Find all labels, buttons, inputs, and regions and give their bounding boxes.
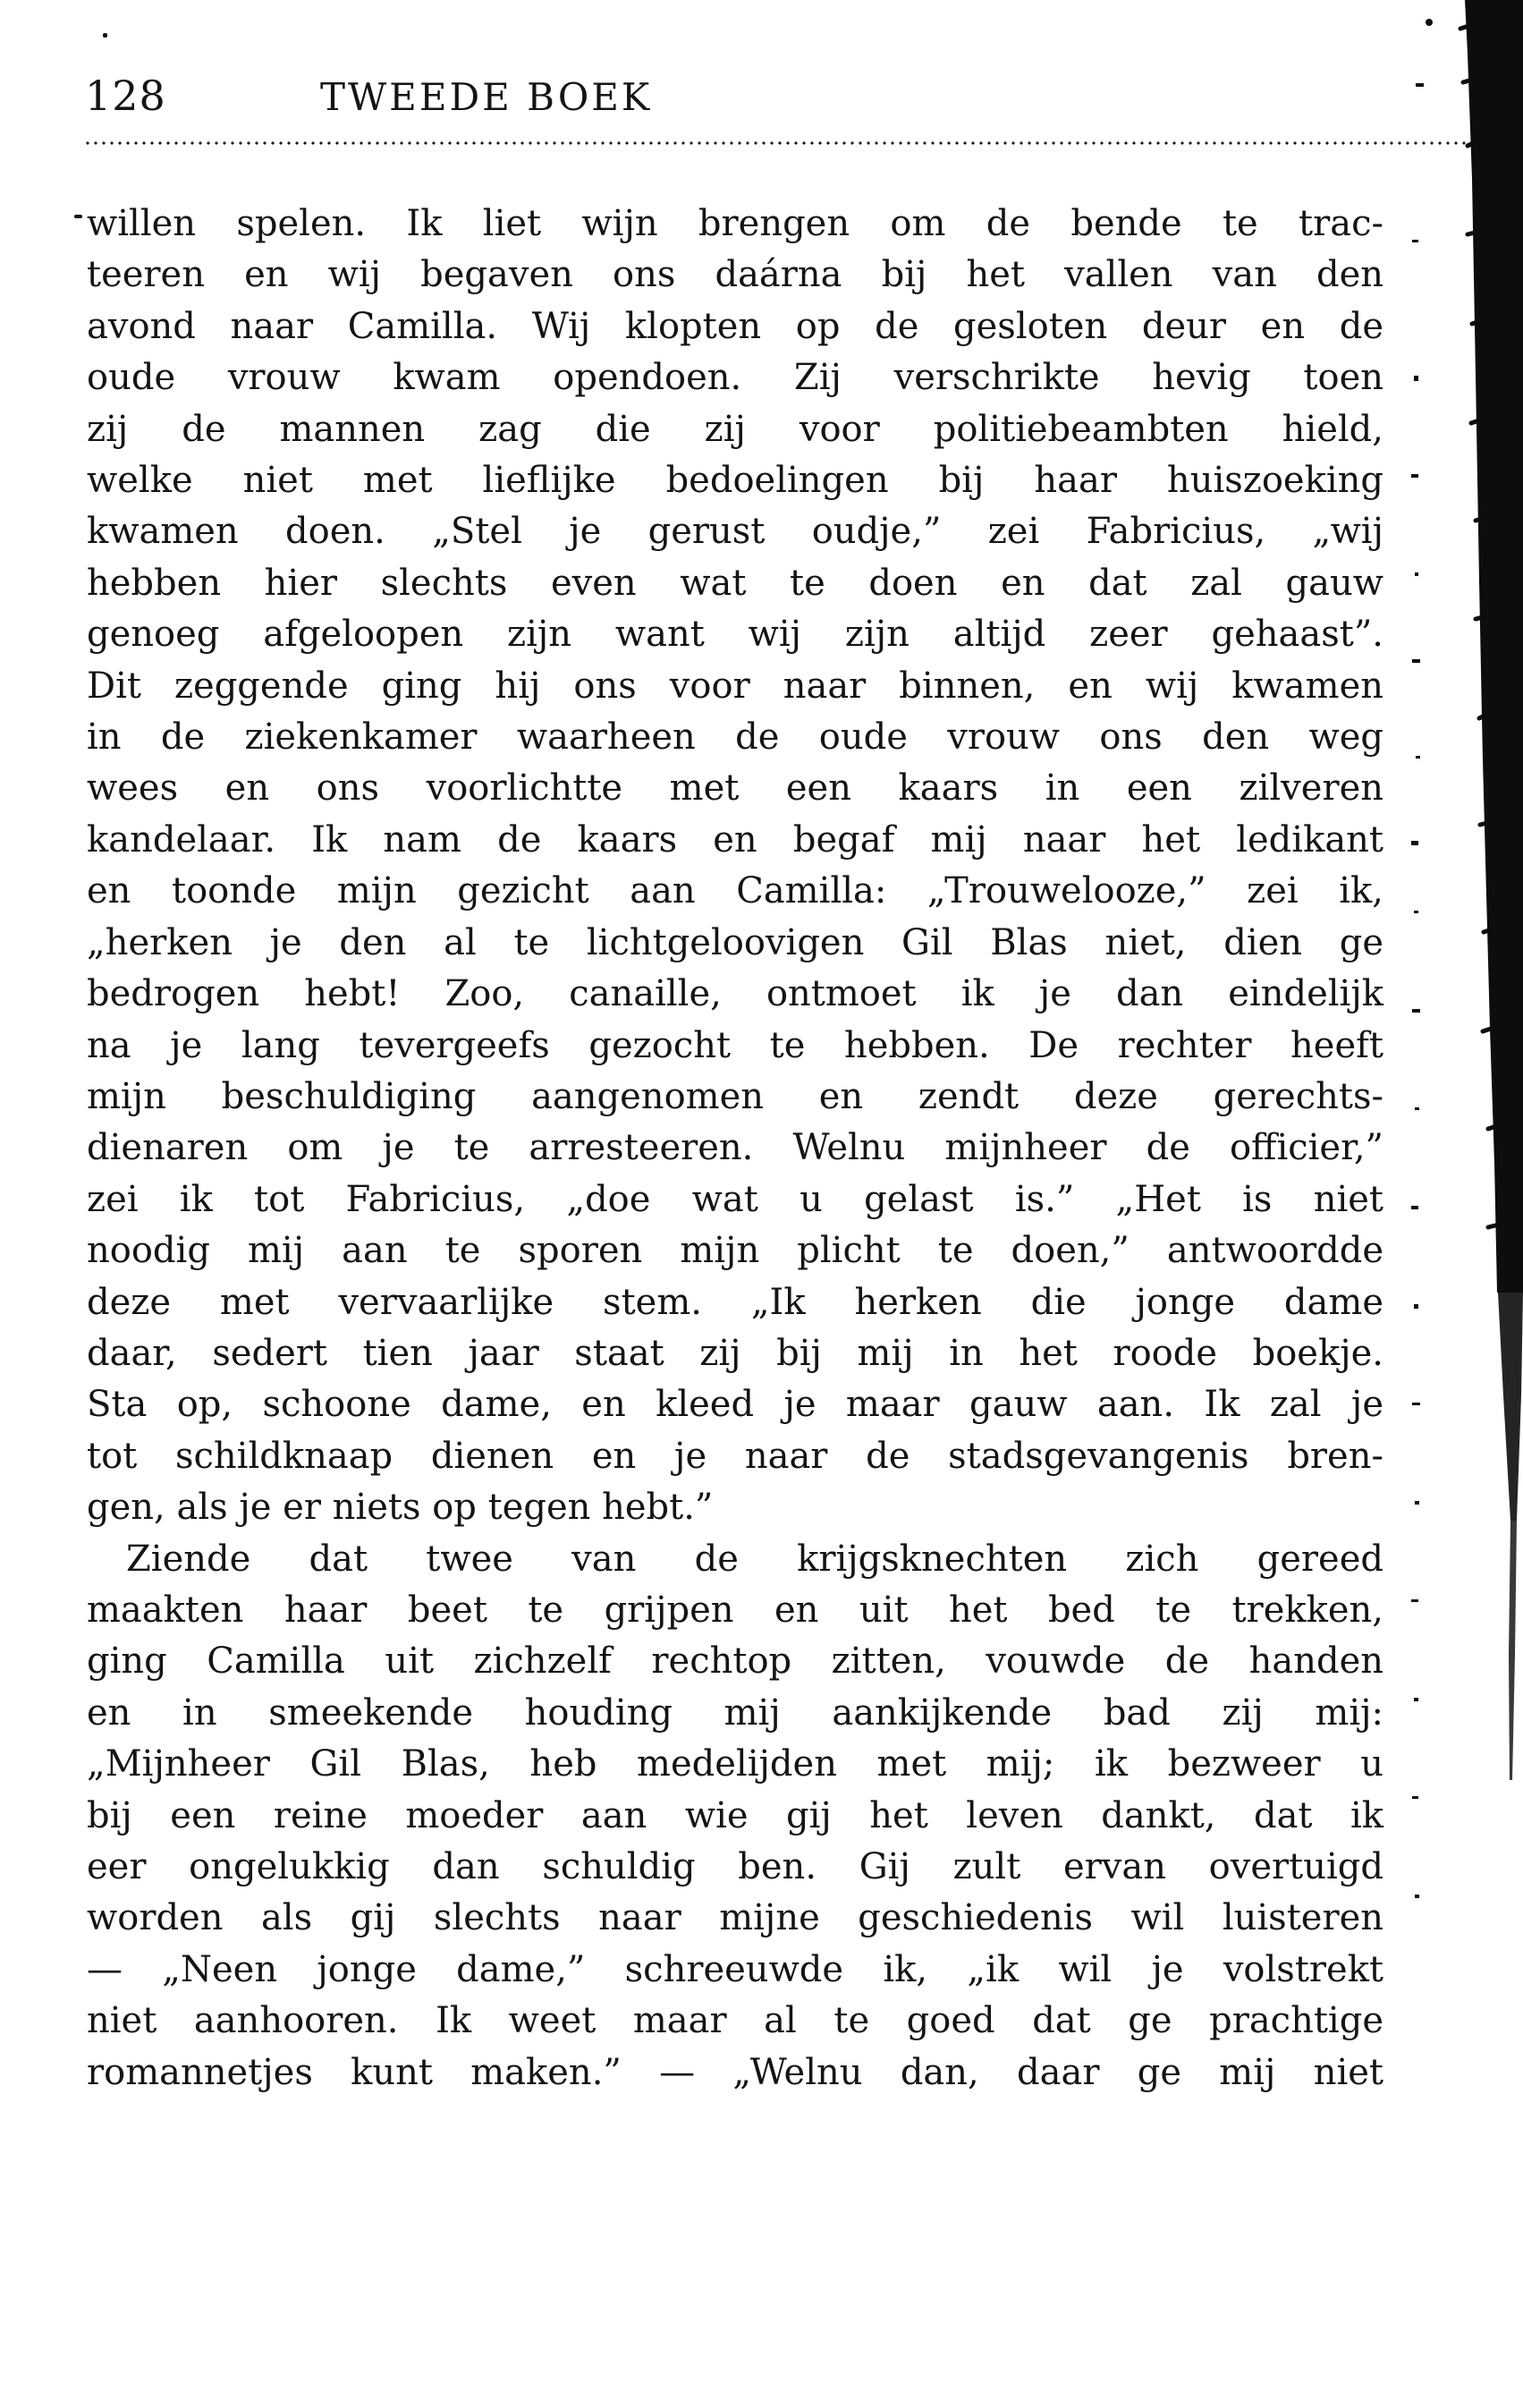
text-line: in de ziekenkamer waarheen de oude vrouw ons den weg — [87, 716, 1383, 759]
text-line: eer ongelukkig dan schuldig ben. Gij zult ervan overtuigd — [87, 1846, 1383, 1887]
scan-artifact-right-band — [1398, 0, 1523, 1923]
text-line: Sta op, schoone dame, en kleed je maar gauw aan. Ik zal je — [87, 1384, 1383, 1426]
text-line: willen spelen. Ik liet wijn brengen om de bende te trac- — [87, 203, 1383, 244]
text-line: kandelaar. Ik nam de kaars en begaf mij naar het ledikant — [87, 818, 1383, 861]
text-line: tot schildknaap dienen en je naar de stadsgevangenis bren- — [87, 1435, 1383, 1477]
text-line: welke niet met lieflijke bedoelingen bij haar huiszoeking — [87, 460, 1383, 502]
ink-speck — [74, 215, 82, 218]
text-line: oude vrouw kwam opendoen. Zij verschrikte hevig toen — [87, 357, 1383, 399]
text-line: bij een reine moeder aan wie gij het leven dankt, dat ik — [87, 1794, 1383, 1836]
text-line: daar, sedert tien jaar staat zij bij mij in het roode boekje. — [87, 1332, 1383, 1374]
text-line: en in smeekende houding mij aankijkende bad zij mij: — [87, 1692, 1383, 1734]
text-line: zei ik tot Fabricius, „doe wat u gelast is.” „Het is niet — [87, 1178, 1383, 1220]
text-line: avond naar Camilla. Wij klopten op de gesloten deur en de — [87, 305, 1383, 347]
text-line: ging Camilla uit zichzelf rechtop zitten, vouwde de handen — [87, 1641, 1383, 1683]
text-line: genoeg afgeloopen zijn want wij zijn altijd zeer gehaast”. — [87, 614, 1383, 656]
text-line: Dit zeggende ging hij ons voor naar binnen, en wij kwamen — [87, 665, 1383, 707]
text-line: Ziende dat twee van de krijgsknechten zich gereed — [126, 1538, 1383, 1580]
text-line: worden als gij slechts naar mijne geschiedenis wil luisteren — [87, 1897, 1383, 1939]
text-line: — „Neen jonge dame,” schreeuwde ik, „ik wil je volstrekt — [87, 1948, 1383, 1990]
page-number: 128 — [85, 72, 166, 120]
text-line: niet aanhooren. Ik weet maar al te goed dat ge prachtige — [87, 2000, 1383, 2042]
text-line: mijn beschuldiging aangenomen en zendt deze gerechts- — [87, 1075, 1383, 1117]
text-line: deze met vervaarlijke stem. „Ik herken die jonge dame — [87, 1281, 1383, 1323]
text-line: dienaren om je te arresteeren. Welnu mijnheer de officier,” — [87, 1127, 1383, 1169]
body-text — [87, 199, 1383, 2099]
text-line: noodig mij aan te sporen mijn plicht te doen,” antwoordde — [87, 1230, 1383, 1272]
text-line: „Mijnheer Gil Blas, heb medelijden met mij; ik bezweer u — [87, 1743, 1383, 1785]
edge-specks — [1411, 19, 1433, 1898]
text-line: zij de mannen zag die zij voor politiebeambten hield, — [87, 408, 1383, 450]
text-line: hebben hier slechts even wat te doen en dat zal gauw — [87, 562, 1383, 604]
text-line: en toonde mijn gezicht aan Camilla: „Trouwelooze,” zei ik, — [87, 870, 1383, 912]
text-line: „herken je den al te lichtgeloovigen Gil Blas niet, dien ge — [87, 921, 1383, 963]
text-line: na je lang tevergeefs gezocht te hebben. De rechter heeft — [87, 1024, 1383, 1066]
text-line: kwamen doen. „Stel je gerust oudje,” zei Fabricius, „wij — [87, 511, 1383, 553]
running-title: TWEEDE BOEK — [320, 75, 653, 119]
dotted-rule-divider — [85, 140, 1473, 147]
ink-speck — [103, 33, 107, 38]
text-line: bedrogen hebt! Zoo, canaille, ontmoet ik je dan eindelijk — [87, 973, 1383, 1015]
text-line: wees en ons voorlichtte met een kaars in een zilveren — [87, 767, 1383, 810]
text-line: teeren en wij begaven ons daárna bij het vallen van den — [87, 254, 1383, 296]
text-line: romannetjes kunt maken.” — „Welnu dan, daar ge mij niet — [87, 2051, 1383, 2093]
text-line: gen, als je er niets op tegen hebt.” — [87, 1487, 714, 1529]
text-line: maakten haar beet te grijpen en uit het bed te trekken, — [87, 1589, 1383, 1631]
